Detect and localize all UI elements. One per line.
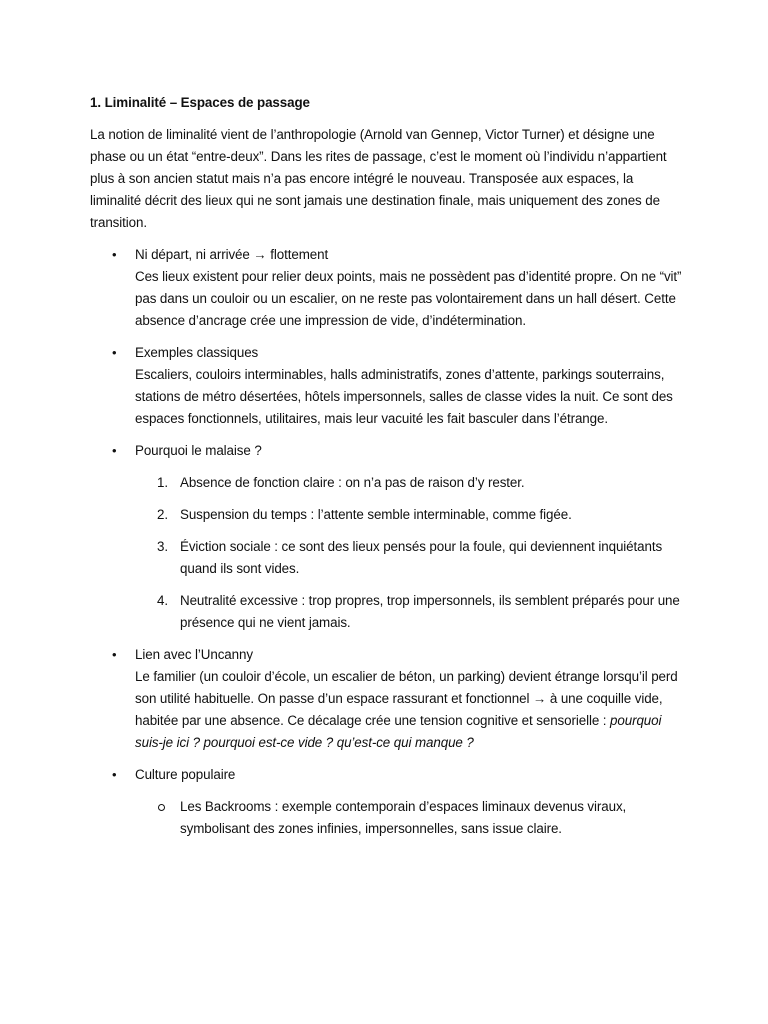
item-heading: Lien avec l’Uncanny — [135, 647, 253, 662]
bullet-icon: • — [112, 443, 117, 458]
item-heading: Ni départ, ni arrivée → flottement — [135, 247, 329, 262]
numbered-item-text: Éviction sociale : ce sont des lieux pensés pour la foule, qui deviennent inquiétants quand ils sont vides. — [180, 539, 663, 576]
list-item-flottement — [90, 244, 685, 332]
numbered-item — [135, 590, 685, 634]
list-item-exemples — [90, 342, 685, 430]
bullet-icon: • — [112, 345, 117, 360]
numbered-item — [135, 504, 685, 526]
item-heading: Culture populaire — [135, 767, 236, 782]
list-item-uncanny — [90, 644, 685, 754]
item-number: 1. — [157, 475, 168, 490]
hollow-circle-icon — [158, 804, 165, 811]
document-content — [90, 92, 685, 850]
item-body-text: Le familier (un couloir d’école, un escalier de béton, un parking) devient étrange lorsqu’il perd son utilité habituelle. On passe d’un espace rassurant et fonctionnel → à une coquille vide, habitée par une absence. Ce décalage crée une tension cognitive et sensorielle : — [135, 669, 678, 728]
section-title: 1. Liminalité – Espaces de passage — [90, 95, 310, 110]
bullet-icon: • — [112, 247, 117, 262]
numbered-item-text: Neutralité excessive : trop propres, trop impersonnels, ils semblent préparés pour une présence qui ne vient jamais. — [180, 593, 680, 630]
numbered-item — [135, 472, 685, 494]
item-body-questions: pourquoi suis-je ici ? pourquoi est-ce vide ? qu’est-ce qui manque ? — [135, 713, 662, 750]
bullet-icon: • — [112, 767, 117, 782]
numbered-item-text: Suspension du temps : l’attente semble interminable, comme figée. — [180, 507, 572, 522]
item-body: Escaliers, couloirs interminables, halls administratifs, zones d’attente, parkings souterrains, stations de métro désertées, hôtels impersonnels, salles de classe vides la nuit. Ce sont des espaces fonctionnels, utilitaires, mais leur vacuité les fait basculer dans l’étrange. — [135, 367, 673, 426]
item-number: 4. — [157, 593, 168, 608]
item-body: Ces lieux existent pour relier deux points, mais ne possèdent pas d’identité propre. On ne “vit” pas dans un couloir ou un escalier, on ne reste pas volontairement dans un hall désert. Cette absence d’ancrage crée une impression de vide, d’indétermination. — [135, 269, 682, 328]
numbered-item-text: Absence de fonction claire : on n’a pas de raison d’y rester. — [180, 475, 525, 490]
item-body — [135, 666, 685, 754]
sub-item-text: Les Backrooms : exemple contemporain d’espaces liminaux devenus viraux, symbolisant des zones infinies, impersonnelles, sans issue claire. — [180, 799, 627, 836]
item-heading: Pourquoi le malaise ? — [135, 443, 262, 458]
sub-list-item — [135, 796, 685, 840]
intro-paragraph: La notion de liminalité vient de l’anthropologie (Arnold van Gennep, Victor Turner) et désigne une phase ou un état “entre-deux”. Dans les rites de passage, c’est le moment où l’individu n’appartient plus à son ancien statut mais n’a pas encore intégré le nouveau. Transposée aux espaces, la liminalité décrit des lieux qui ne sont jamais une destination finale, mais uniquement des zones de transition. — [90, 127, 667, 230]
numbered-item — [135, 536, 685, 580]
list-item-culture — [90, 764, 685, 840]
item-number: 2. — [157, 507, 168, 522]
item-heading: Exemples classiques — [135, 345, 259, 360]
item-number: 3. — [157, 539, 168, 554]
list-item-malaise — [90, 440, 685, 634]
sub-list — [135, 796, 685, 840]
bullet-list — [90, 244, 685, 840]
numbered-list — [135, 472, 685, 634]
bullet-icon: • — [112, 647, 117, 662]
